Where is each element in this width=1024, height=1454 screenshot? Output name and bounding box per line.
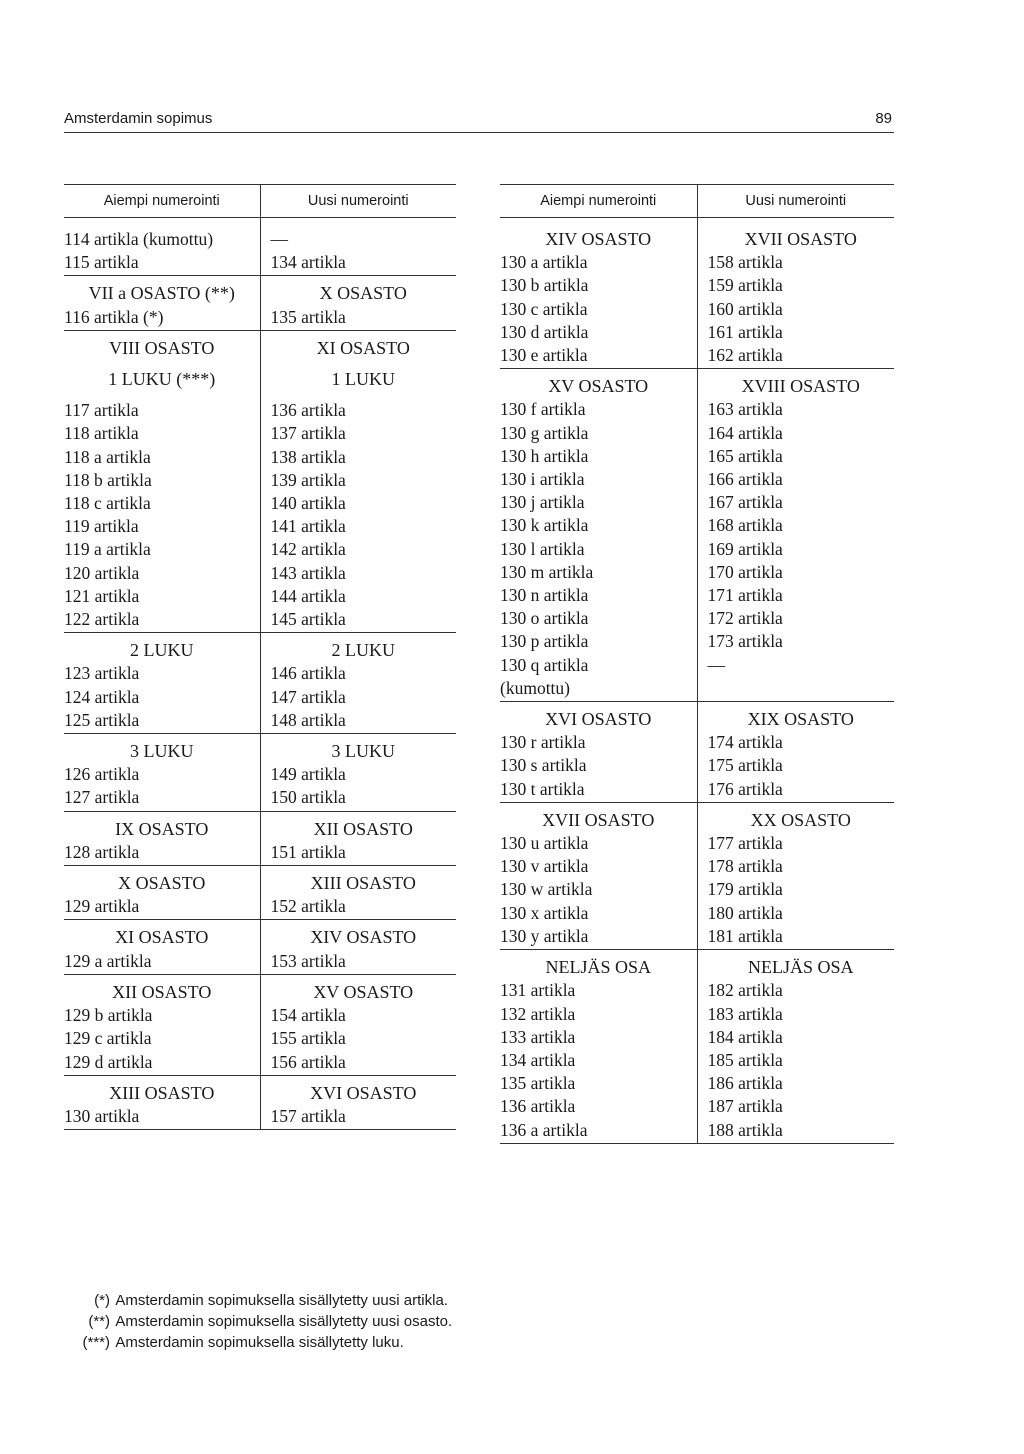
article-entry: 125 artikla [64, 709, 140, 730]
article-entry: 185 artikla [707, 1049, 783, 1070]
article-entry: 149 artikla [270, 764, 346, 785]
article-entry: 130 r artikla [500, 732, 586, 753]
footnotes [78, 1290, 452, 1353]
article-entry: 168 artikla [707, 515, 783, 536]
article-entry: 157 artikla [270, 1105, 346, 1126]
article-entry: 130 j artikla [500, 492, 585, 513]
article-entry: 180 artikla [707, 902, 783, 923]
footnote [78, 1290, 452, 1311]
article-entry: 129 b artikla [64, 1005, 153, 1026]
column-header-new: Uusi numerointi [697, 185, 894, 218]
article-entry: 164 artikla [707, 422, 783, 443]
new-numbering-cell [260, 330, 456, 632]
new-numbering-cell [697, 702, 894, 803]
article-entry: (kumottu) [500, 677, 570, 698]
spacer [271, 360, 457, 368]
article-entry: 136 a artikla [500, 1119, 588, 1140]
article-entry: 131 artikla [500, 980, 576, 1001]
article-entry: 179 artikla [707, 879, 783, 900]
section-group [64, 276, 456, 330]
section-heading: XV OSASTO [313, 981, 414, 1002]
spacer [64, 360, 260, 368]
article-entry: 130 o artikla [500, 608, 589, 629]
article-entry: 182 artikla [707, 980, 783, 1001]
article-entry: 130 p artikla [500, 631, 589, 652]
article-entry: 173 artikla [707, 631, 783, 652]
article-entry: 183 artikla [707, 1003, 783, 1024]
article-entry: 176 artikla [707, 778, 783, 799]
table-row [500, 702, 894, 803]
table-row [64, 1075, 456, 1129]
article-entry: 130 b artikla [500, 275, 589, 296]
left-renumbering-table [64, 184, 456, 1130]
article-entry: 130 u artikla [500, 833, 589, 854]
section-heading: 1 LUKU [331, 369, 395, 390]
article-entry: 130 q artikla [500, 654, 589, 675]
page-number: 89 [875, 110, 892, 127]
article-entry: 163 artikla [707, 399, 783, 420]
new-numbering-cell [260, 920, 456, 974]
section-group [64, 633, 456, 734]
table-row [64, 276, 456, 330]
new-numbering-cell [260, 276, 456, 330]
new-numbering-cell [260, 811, 456, 865]
section-heading: X OSASTO [118, 873, 206, 894]
spacer [271, 391, 457, 399]
article-entry: 136 artikla [500, 1096, 576, 1117]
column-header-new: Uusi numerointi [260, 185, 456, 218]
section-heading: X OSASTO [319, 283, 407, 304]
section-heading: 3 LUKU [331, 741, 395, 762]
table-row [64, 920, 456, 974]
table-row [64, 330, 456, 632]
article-entry: 161 artikla [707, 321, 783, 342]
table-row [500, 950, 894, 1144]
article-entry: 172 artikla [707, 608, 783, 629]
article-entry: 158 artikla [707, 252, 783, 273]
section-heading: XII OSASTO [112, 981, 212, 1002]
footnote-text: Amsterdamin sopimuksella sisällytetty luku. [115, 1334, 404, 1351]
column-header-old: Aiempi numerointi [500, 185, 697, 218]
article-entry: 159 artikla [707, 275, 783, 296]
section-heading: XVI OSASTO [310, 1082, 417, 1103]
article-entry: 130 s artikla [500, 755, 587, 776]
article-entry: 118 artikla [64, 423, 139, 444]
footnote-text: Amsterdamin sopimuksella sisällytetty uusi osasto. [115, 1313, 453, 1330]
article-entry: 154 artikla [270, 1005, 346, 1026]
article-entry: 142 artikla [270, 539, 346, 560]
article-entry: 136 artikla [270, 400, 346, 421]
article-entry: 128 artikla [64, 841, 140, 862]
article-entry: 130 g artikla [500, 422, 589, 443]
article-entry: 130 f artikla [500, 399, 586, 420]
article-entry: 126 artikla [64, 764, 140, 785]
article-entry: 114 artikla (kumottu) [64, 229, 214, 249]
article-entry: 135 artikla [500, 1073, 576, 1094]
article-entry: 130 t artikla [500, 778, 585, 799]
article-entry: 130 k artikla [500, 515, 589, 536]
table-row [500, 802, 894, 949]
new-numbering-cell [697, 802, 894, 949]
article-entry: 135 artikla [270, 306, 346, 327]
article-entry: 130 w artikla [500, 879, 593, 900]
old-numbering-cell [64, 920, 260, 974]
old-numbering-cell [500, 802, 697, 949]
old-numbering-cell [64, 866, 260, 920]
article-entry: 132 artikla [500, 1003, 576, 1024]
article-entry: 155 artikla [270, 1028, 346, 1049]
section-heading: XIII OSASTO [109, 1082, 215, 1103]
section-heading: XIII OSASTO [310, 873, 416, 894]
section-heading: 3 LUKU [130, 741, 194, 762]
article-entry: 116 artikla (*) [64, 306, 164, 327]
section-heading: VIII OSASTO [109, 337, 215, 358]
article-entry: 174 artikla [707, 732, 783, 753]
table-row [64, 974, 456, 1075]
right-renumbering-table [500, 184, 894, 1144]
article-entry: 130 c artikla [500, 298, 588, 319]
article-entry: 129 c artikla [64, 1028, 152, 1049]
new-numbering-cell [260, 866, 456, 920]
article-entry: 120 artikla [64, 562, 140, 583]
article-entry: 130 x artikla [500, 902, 589, 923]
section-group [500, 369, 894, 702]
article-entry: 160 artikla [707, 298, 783, 319]
section-group [500, 218, 894, 369]
table-row [500, 369, 894, 702]
section-heading: XIV OSASTO [310, 927, 417, 948]
old-numbering-cell [500, 369, 697, 702]
new-numbering-cell [697, 950, 894, 1144]
article-entry: 124 artikla [64, 686, 140, 707]
footnote-mark: (**) [88, 1313, 110, 1330]
new-numbering-cell [260, 734, 456, 812]
old-numbering-cell [500, 950, 697, 1144]
article-entry: 119 artikla [64, 516, 139, 537]
section-group [500, 950, 894, 1144]
section-group [500, 802, 894, 949]
old-numbering-cell [64, 276, 260, 330]
article-entry: 127 artikla [64, 787, 140, 808]
article-entry: 119 a artikla [64, 539, 151, 560]
article-entry: 188 artikla [707, 1119, 783, 1140]
article-entry: 134 artikla [270, 252, 346, 273]
section-heading: XIV OSASTO [545, 229, 652, 249]
section-heading: 1 LUKU (***) [108, 369, 216, 390]
old-numbering-cell [64, 633, 260, 734]
article-entry: 129 a artikla [64, 950, 152, 971]
new-numbering-cell [260, 633, 456, 734]
article-entry: 118 b artikla [64, 469, 152, 490]
section-heading: XIX OSASTO [747, 709, 854, 730]
article-entry: 130 e artikla [500, 345, 588, 366]
article-entry: 138 artikla [270, 446, 346, 467]
article-entry: 181 artikla [707, 925, 783, 946]
table-row [64, 866, 456, 920]
section-heading: XII OSASTO [313, 818, 413, 839]
article-entry: 170 artikla [707, 561, 783, 582]
table-row [500, 218, 894, 369]
article-entry: 115 artikla [64, 252, 139, 273]
article-entry: 148 artikla [270, 709, 346, 730]
article-entry: — [270, 229, 288, 249]
new-numbering-cell [260, 974, 456, 1075]
article-entry: 118 c artikla [64, 493, 151, 514]
section-group [500, 702, 894, 803]
old-numbering-cell [500, 702, 697, 803]
old-numbering-cell [64, 1075, 260, 1129]
article-entry: 165 artikla [707, 445, 783, 466]
article-entry: 143 artikla [270, 562, 346, 583]
footnote-text: Amsterdamin sopimuksella sisällytetty uusi artikla. [115, 1292, 448, 1309]
article-entry: 171 artikla [707, 585, 783, 606]
old-numbering-cell [64, 974, 260, 1075]
old-numbering-cell [64, 734, 260, 812]
section-heading: 2 LUKU [331, 640, 395, 661]
section-group [64, 330, 456, 632]
article-entry: 130 d artikla [500, 321, 589, 342]
section-group [64, 866, 456, 920]
section-heading: XV OSASTO [548, 376, 649, 397]
article-entry: 146 artikla [270, 663, 346, 684]
footnote-mark: (*) [94, 1292, 110, 1309]
article-entry: 140 artikla [270, 493, 346, 514]
article-entry: 130 v artikla [500, 856, 589, 877]
article-entry: 130 h artikla [500, 445, 589, 466]
section-heading: XI OSASTO [115, 927, 209, 948]
footnote [78, 1311, 452, 1332]
section-group [64, 811, 456, 865]
article-entry: 153 artikla [270, 950, 346, 971]
section-heading: XX OSASTO [750, 809, 851, 830]
article-entry: 134 artikla [500, 1049, 576, 1070]
section-heading: XI OSASTO [316, 337, 410, 358]
article-entry: 130 i artikla [500, 469, 585, 490]
article-entry: 169 artikla [707, 538, 783, 559]
old-numbering-cell [64, 218, 260, 276]
new-numbering-cell [260, 1075, 456, 1129]
article-entry: 187 artikla [707, 1096, 783, 1117]
article-entry: 130 l artikla [500, 538, 585, 559]
old-numbering-cell [64, 330, 260, 632]
article-entry: 130 a artikla [500, 252, 588, 273]
article-entry: 177 artikla [707, 833, 783, 854]
article-entry: 150 artikla [270, 787, 346, 808]
article-entry: 151 artikla [270, 841, 346, 862]
old-numbering-cell [500, 218, 697, 369]
table-row [64, 734, 456, 812]
table-row [64, 811, 456, 865]
section-group [64, 920, 456, 974]
spacer [64, 391, 260, 399]
article-entry: 166 artikla [707, 469, 783, 490]
footnote-mark: (***) [82, 1334, 110, 1351]
article-entry: 137 artikla [270, 423, 346, 444]
section-heading: VII a OSASTO (**) [88, 283, 235, 304]
article-entry: 178 artikla [707, 856, 783, 877]
article-entry: 139 artikla [270, 469, 346, 490]
page-header [64, 108, 894, 133]
article-entry: 152 artikla [270, 896, 346, 917]
article-entry: 130 artikla [64, 1105, 140, 1126]
old-numbering-cell [64, 811, 260, 865]
table-row [64, 218, 456, 276]
article-entry: 121 artikla [64, 585, 140, 606]
article-entry: 118 a artikla [64, 446, 151, 467]
article-entry: 175 artikla [707, 755, 783, 776]
section-heading: XVII OSASTO [744, 229, 857, 249]
section-heading: XVI OSASTO [545, 709, 652, 730]
article-entry: 117 artikla [64, 400, 139, 421]
footnote [78, 1332, 452, 1353]
document-title: Amsterdamin sopimus [64, 110, 213, 127]
article-entry: 129 artikla [64, 896, 140, 917]
section-group [64, 218, 456, 276]
article-entry: — [707, 654, 725, 675]
section-heading: XVII OSASTO [542, 809, 655, 830]
article-entry: 130 m artikla [500, 561, 594, 582]
article-entry: 122 artikla [64, 609, 140, 630]
section-heading: NELJÄS OSA [747, 957, 854, 978]
section-heading: IX OSASTO [115, 818, 209, 839]
section-heading: 2 LUKU [130, 640, 194, 661]
new-numbering-cell [260, 218, 456, 276]
article-entry: 133 artikla [500, 1026, 576, 1047]
article-entry: 145 artikla [270, 609, 346, 630]
article-entry: 167 artikla [707, 492, 783, 513]
article-entry: 147 artikla [270, 686, 346, 707]
column-header-old: Aiempi numerointi [64, 185, 260, 218]
article-entry: 186 artikla [707, 1073, 783, 1094]
article-entry: 130 y artikla [500, 925, 589, 946]
section-heading: XVIII OSASTO [741, 376, 860, 397]
article-entry: 162 artikla [707, 345, 783, 366]
section-group [64, 734, 456, 812]
article-entry: 129 d artikla [64, 1051, 153, 1072]
article-entry: 184 artikla [707, 1026, 783, 1047]
article-entry: 141 artikla [270, 516, 346, 537]
article-entry: 123 artikla [64, 663, 140, 684]
article-entry: 144 artikla [270, 585, 346, 606]
new-numbering-cell [697, 218, 894, 369]
section-heading: NELJÄS OSA [545, 957, 651, 978]
section-group [64, 1075, 456, 1129]
article-entry: 130 n artikla [500, 585, 589, 606]
article-entry: 156 artikla [270, 1051, 346, 1072]
new-numbering-cell [697, 369, 894, 702]
section-group [64, 974, 456, 1075]
table-row [64, 633, 456, 734]
